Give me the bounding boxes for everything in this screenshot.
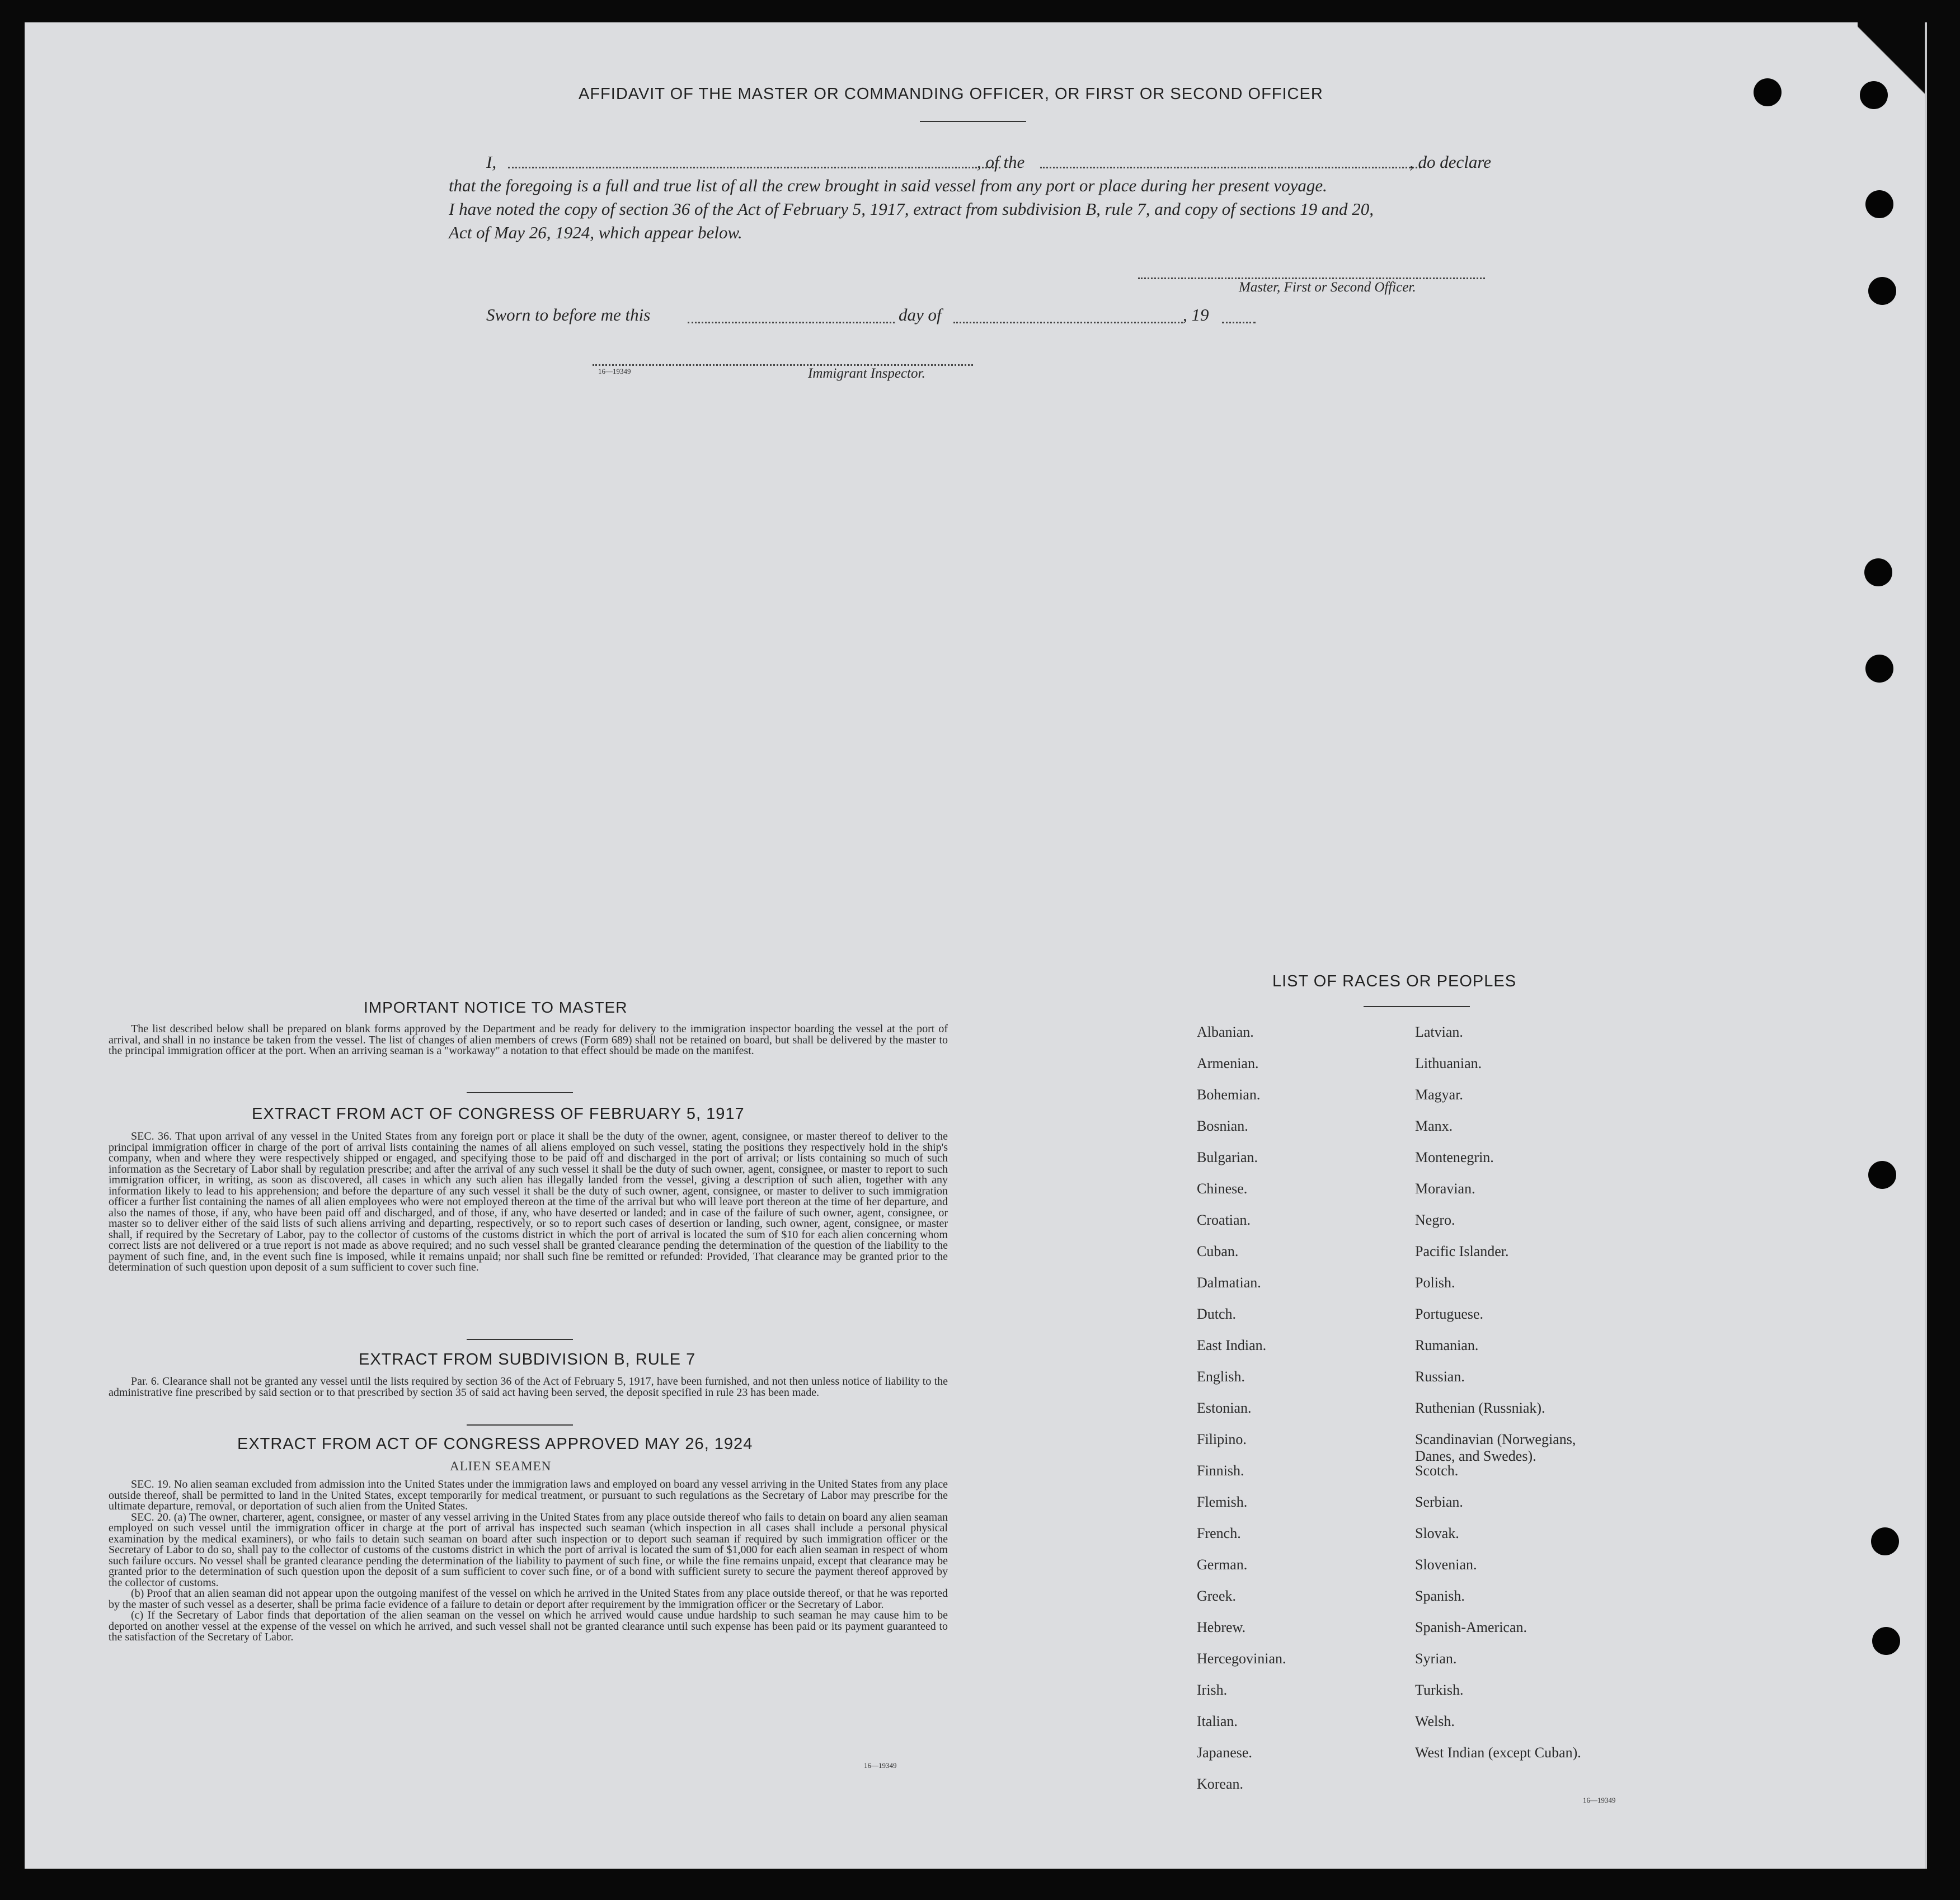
- race-list-item: Montenegrin.: [1415, 1149, 1494, 1165]
- race-list-item: Scandinavian (Norwegians, Danes, and Swedes).: [1415, 1431, 1576, 1464]
- race-list-item: Manx.: [1415, 1118, 1453, 1134]
- race-list-item: Estonian.: [1197, 1400, 1252, 1416]
- race-list-item: Filipino.: [1197, 1431, 1247, 1447]
- race-list-item: Chinese.: [1197, 1181, 1248, 1197]
- race-list-item: Dalmatian.: [1197, 1274, 1261, 1291]
- rule-7-text: [109, 1376, 948, 1398]
- form-number: 16—19349: [864, 1761, 897, 1770]
- sworn-year-blank-field[interactable]: [1222, 322, 1256, 323]
- rule-7-title: EXTRACT FROM SUBDIVISION B, RULE 7: [359, 1351, 696, 1368]
- race-list-item: Syrian.: [1415, 1650, 1457, 1667]
- race-list-item: Negro.: [1415, 1212, 1455, 1228]
- divider: [920, 121, 1026, 122]
- punch-hole-icon: [1860, 81, 1888, 109]
- affidavit-title: AFFIDAVIT OF THE MASTER OR COMMANDING OFFICER, OR FIRST OR SECOND OFFICER: [579, 85, 1323, 103]
- race-list-item: Hercegovinian.: [1197, 1650, 1286, 1667]
- races-title: LIST OF RACES OR PEOPLES: [1272, 972, 1517, 990]
- race-list-item: Hebrew.: [1197, 1619, 1246, 1635]
- affidavit-of-the: , of the: [977, 152, 1025, 172]
- race-list-item: Croatian.: [1197, 1212, 1251, 1228]
- race-list-item: Turkish.: [1415, 1682, 1464, 1698]
- form-number: 16—19349: [598, 367, 631, 375]
- race-list-item: Slovak.: [1415, 1525, 1459, 1541]
- notice-title: IMPORTANT NOTICE TO MASTER: [364, 999, 628, 1016]
- race-list-item: Bohemian.: [1197, 1087, 1261, 1103]
- race-list-item: Lithuanian.: [1415, 1055, 1482, 1071]
- affidavit-declare: , do declare: [1409, 152, 1492, 172]
- race-list-item: Italian.: [1197, 1713, 1238, 1729]
- race-list-item: English.: [1197, 1368, 1245, 1385]
- race-list-item: Portuguese.: [1415, 1306, 1484, 1322]
- race-list-item: German.: [1197, 1556, 1248, 1573]
- sworn-month-blank-field[interactable]: [953, 322, 1183, 323]
- race-list-item: Irish.: [1197, 1682, 1228, 1698]
- race-list-item: Spanish.: [1415, 1588, 1465, 1604]
- vessel-blank-field[interactable]: [1040, 167, 1421, 168]
- race-list-item: Scotch.: [1415, 1462, 1459, 1479]
- divider: [1364, 1006, 1470, 1007]
- race-list-item: Pacific Islander.: [1415, 1243, 1509, 1259]
- races-right-column: [1415, 1024, 1695, 1776]
- sec-20c-paragraph: (c) If the Secretary of Labor finds that deportation of the alien seaman on the vessel on which he arrived would cause undue hardship to such seaman he may cause him to be deported on another vessel at the expense of the vessel on which he arrived, and such vessel shall not be granted clearance until such expense has been paid or its payment guaranteed to the satisfaction of the Secretary of Labor.: [109, 1609, 948, 1643]
- race-list-item: Latvian.: [1415, 1024, 1463, 1040]
- notice-text: [109, 1024, 948, 1057]
- form-number: 16—19349: [1583, 1796, 1616, 1804]
- race-list-item: Dutch.: [1197, 1306, 1237, 1322]
- race-list-item: Russian.: [1415, 1368, 1465, 1385]
- sec-20b-paragraph: (b) Proof that an alien seaman did not appear upon the outgoing manifest of the vessel on which he arrived in the United States from any place outside thereof, or that he was reported by the master of such vessel as a deserter, shall be prima facie evidence of a failure to detain or deport after requirement by the immigration officer or the Secretary of Labor.: [109, 1587, 948, 1611]
- punch-hole-icon: [1865, 655, 1893, 683]
- divider: [467, 1339, 573, 1340]
- year-text: , 19: [1183, 305, 1209, 324]
- affidavit-line-2: that the foregoing is a full and true list of all the crew brought in said vessel from any port or place during her present voyage.: [449, 176, 1327, 195]
- punch-hole-icon: [1754, 78, 1782, 106]
- document-page: [25, 22, 1927, 1869]
- extract-1924-text: [109, 1479, 948, 1643]
- race-list-item: Moravian.: [1415, 1181, 1475, 1197]
- race-list-item: Greek.: [1197, 1588, 1237, 1604]
- extract-1917-title: EXTRACT FROM ACT OF CONGRESS OF FEBRUARY 5, 1917: [252, 1105, 745, 1123]
- race-list-item: Magyar.: [1415, 1087, 1463, 1103]
- punch-hole-icon: [1868, 1161, 1896, 1189]
- race-list-item: Korean.: [1197, 1776, 1244, 1792]
- day-of-text: day of: [899, 305, 942, 324]
- notice-paragraph: The list described below shall be prepared on blank forms approved by the Department and be ready for delivery to the immigration inspector boarding the vessel at the port of arrival, and shall in no instance be taken from the vessel. The list of changes of alien members of crews (Form 689) shall not be retained on board, but shall be delivered by the master to the principal immigration officer at the port. When an arriving seaman is a "workaway" a notation to that effect should be made on the manifest.: [109, 1023, 948, 1057]
- races-left-column: [1197, 1024, 1409, 1807]
- punch-hole-icon: [1871, 1527, 1899, 1555]
- sec-19-paragraph: SEC. 19. No alien seaman excluded from admission into the United States under the immigration laws and employed on board any vessel arriving in the United States from any place outside thereof, shall be permitted to land in the United States, except temporarily for medical treatment, or pursuant to such regulations as the Secretary of Labor may prescribe for the ultimate departure, removal, or deportation of such alien from the United States.: [109, 1478, 948, 1512]
- race-list-item: Japanese.: [1197, 1744, 1252, 1761]
- signature-label: Master, First or Second Officer.: [1239, 280, 1416, 295]
- inspector-label: Immigrant Inspector.: [808, 366, 925, 381]
- punch-hole-icon: [1865, 190, 1893, 218]
- punch-hole-icon: [1872, 1627, 1900, 1655]
- race-list-item: Ruthenian (Russniak).: [1415, 1400, 1545, 1416]
- race-list-item: French.: [1197, 1525, 1241, 1541]
- race-list-item: Bosnian.: [1197, 1118, 1248, 1134]
- race-list-item: Serbian.: [1415, 1494, 1463, 1510]
- divider: [467, 1424, 573, 1426]
- punch-hole-icon: [1864, 558, 1892, 586]
- signature-blank-field[interactable]: [1138, 278, 1485, 279]
- affidavit-line-4: Act of May 26, 1924, which appear below.: [449, 223, 742, 242]
- punch-hole-icon: [1868, 277, 1896, 305]
- race-list-item: Bulgarian.: [1197, 1149, 1258, 1165]
- race-list-item: East Indian.: [1197, 1337, 1267, 1353]
- sec-36-paragraph: SEC. 36. That upon arrival of any vessel in the United States from any foreign port or place it shall be the duty of the owner, agent, consignee, or master thereof to deliver to the principal immigration officer in charge of the port of arrival lists containing the names of all aliens employed on such vessel, stating the positions they respectively hold in the ship's company, when and where they were respectively shipped or engaged, and specifying those to be paid off and discharged in the port of arrival; or lists containing so much of such information as the Secretary of Labor shall by regulation prescribe; and after the arrival of any such vessel it shall be the duty of such owner, agent, consignee, or master to report to such immigration officer, in writing, as soon as discovered, all cases in which any such alien has illegally landed from the vessel, giving a description of such alien, together with any information likely to lead to his apprehension; and before the departure of any such vessel it shall be the duty of such owner, agent, consignee, or master to deliver to such immigration officer a further list containing the names of all alien employees who were not employed thereon at the time of the arrival but who will leave port thereon at the time of her departure, and also the names of those, if any, who have been paid off and discharged, and of those, if any, who have deserted or landed; and in case of the failure of such owner, agent, consignee, or master so to deliver either of the said lists of such aliens arriving and departing, respectively, or so to report such cases of desertion or landing, such owner, agent, consignee, or master shall, if required by the Secretary of Labor, pay to the collector of customs of the customs district in which the port of arrival is located the sum of $10 for each alien concerning whom correct lists are not delivered or a true report is not made as above required; and no such vessel shall be granted clearance pending the determination of the question of the liability to the payment of such fine, and, in the event such fine is imposed, while it remains unpaid; nor shall such fine be remitted or refunded: Provided, That clearance may be granted prior to the determination of such question upon deposit of a sum sufficient to cover such fine.: [109, 1130, 948, 1273]
- affidavit-line-3: I have noted the copy of section 36 of the Act of February 5, 1917, extract from subdivision B, rule 7, and copy of sections 19 and 20,: [449, 199, 1374, 219]
- race-list-item: Albanian.: [1197, 1024, 1254, 1040]
- race-list-item: West Indian (except Cuban).: [1415, 1744, 1581, 1761]
- par-6-paragraph: Par. 6. Clearance shall not be granted any vessel until the lists required by section 36 of the Act of February 5, 1917, have been furnished, and not then unless notice of liability to the administrative fine prescribed by said section or to that prescribed by section 35 of said act having been served, the deposit specified in rule 23 has been made.: [109, 1375, 948, 1399]
- race-list-item: Flemish.: [1197, 1494, 1248, 1510]
- extract-1924-title: EXTRACT FROM ACT OF CONGRESS APPROVED MAY 26, 1924: [237, 1435, 753, 1453]
- race-list-item: Armenian.: [1197, 1055, 1259, 1071]
- sec-20a-paragraph: SEC. 20. (a) The owner, charterer, agent, consignee, or master of any vessel arriving in the United States from any place outside thereof who fails to detain on board any alien seaman employed on such vessel until the immigration officer in charge at the port of arrival has inspected such seaman (which inspection in all cases shall include a personal physical examination by the medical examiners), or who fails to detain such seaman on board after such inspection or to deport such seaman if required by such immigration officer or the Secretary of Labor to do so, shall pay to the collector of customs of the customs district in which the port of arrival is located the sum of $1,000 for each alien seaman in respect of whom such failure occurs. No vessel shall be granted clearance pending the determination of the liability to payment of such fine, or while the fine remains unpaid, except that clearance may be granted prior to the determination of such question upon the deposit of a sum sufficient to cover such fine, or of a bond with sufficient surety to secure the payment thereof approved by the collector of customs.: [109, 1511, 948, 1589]
- race-list-item: Cuban.: [1197, 1243, 1239, 1259]
- sworn-text: Sworn to before me this: [486, 305, 651, 324]
- divider: [467, 1092, 573, 1093]
- race-list-item: Slovenian.: [1415, 1556, 1477, 1573]
- race-list-item: Spanish-American.: [1415, 1619, 1527, 1635]
- extract-1917-text: [109, 1131, 948, 1273]
- affidavit-i: I,: [486, 152, 497, 172]
- name-blank-field[interactable]: [508, 167, 1000, 168]
- race-list-item: Finnish.: [1197, 1462, 1244, 1479]
- race-list-item: Rumanian.: [1415, 1337, 1479, 1353]
- alien-seamen-subtitle: ALIEN SEAMEN: [450, 1459, 552, 1473]
- race-list-item: Polish.: [1415, 1274, 1455, 1291]
- race-list-item: Welsh.: [1415, 1713, 1455, 1729]
- sworn-day-blank-field[interactable]: [688, 322, 895, 323]
